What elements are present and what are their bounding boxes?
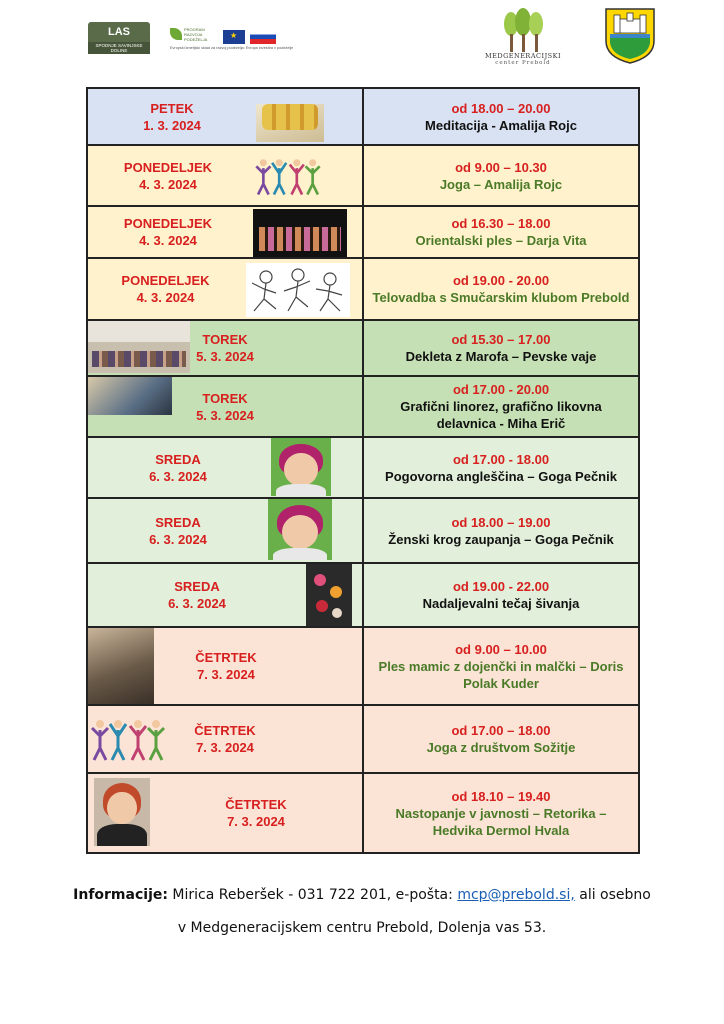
las-logo-title: LAS xyxy=(108,26,130,38)
footer-line-1 xyxy=(0,887,724,903)
event-time: od 16.30 – 18.00 xyxy=(451,216,551,231)
day-name: SREDA xyxy=(155,514,201,530)
mcp-logo xyxy=(484,8,562,70)
email-link[interactable]: mcp@prebold.si, xyxy=(457,887,575,903)
event-photo xyxy=(253,209,347,257)
footer-text-2: ali osebno xyxy=(574,887,651,903)
event-photo xyxy=(88,321,190,373)
day-date: 6. 3. 2024 xyxy=(149,531,207,547)
event-cell xyxy=(363,145,639,206)
program-text: PROGRAM RAZVOJA PODEŽELJA xyxy=(184,27,208,42)
event-time: od 18.00 – 19.00 xyxy=(451,514,551,530)
day-date: 6. 3. 2024 xyxy=(168,596,226,611)
event-photo xyxy=(246,263,350,317)
day-label xyxy=(150,796,362,830)
table-row xyxy=(87,145,639,206)
program-caption: Evropski kmetijski sklad za razvoj podeželja: Evropa investira v podeželje xyxy=(170,46,294,50)
day-cell xyxy=(87,258,363,320)
day-date: 4. 3. 2024 xyxy=(139,233,197,248)
event-cell xyxy=(363,498,639,563)
day-name: PONEDELJEK xyxy=(123,216,213,231)
table-row xyxy=(87,627,639,705)
event-cell xyxy=(363,705,639,773)
day-cell xyxy=(87,376,363,437)
event-photo xyxy=(268,499,332,560)
program-logos xyxy=(168,26,294,54)
day-name: TOREK xyxy=(202,332,248,347)
table-row xyxy=(87,206,639,258)
day-label xyxy=(88,215,248,249)
event-description: Nadaljevalni tečaj šivanja xyxy=(422,596,580,611)
event-description: Telovadba s Smučarskim klubom Prebold xyxy=(372,290,630,305)
event-time: od 17.00 – 18.00 xyxy=(451,723,551,738)
table-row xyxy=(87,258,639,320)
event-time: od 9.00 – 10.30 xyxy=(455,159,547,175)
event-description: Ples mamic z dojenčki in malčki – Doris Polak Kuder xyxy=(378,658,624,691)
day-cell xyxy=(87,773,363,853)
event-description: Orientalski ples – Darja Vita xyxy=(415,233,587,248)
table-row xyxy=(87,705,639,773)
day-cell xyxy=(87,88,363,145)
day-name: PONEDELJEK xyxy=(123,159,213,175)
day-label xyxy=(154,649,298,683)
day-date: 4. 3. 2024 xyxy=(136,290,195,305)
slovenia-flag-icon xyxy=(250,30,276,44)
event-cell xyxy=(363,773,639,853)
event-cell xyxy=(363,627,639,705)
event-description: Joga – Amalija Rojc xyxy=(439,176,563,192)
event-time: od 19.00 - 22.00 xyxy=(452,579,550,594)
footer-text-1: Mirica Reberšek - 031 722 201, e-pošta: xyxy=(167,887,458,903)
las-logo xyxy=(88,22,150,52)
event-description: Pogovorna angleščina – Goga Pečnik xyxy=(385,468,617,484)
event-cell xyxy=(363,563,639,627)
day-name: ČETRTEK xyxy=(194,723,256,738)
table-row xyxy=(87,563,639,627)
event-description: Meditacija - Amalija Rojc xyxy=(425,117,577,133)
event-description: Ženski krog zaupanja – Goga Pečnik xyxy=(388,531,614,547)
table-row xyxy=(87,320,639,376)
day-cell xyxy=(87,627,363,705)
event-description: Dekleta z Marofa – Pevske vaje xyxy=(405,349,597,364)
event-time: od 15.30 – 17.00 xyxy=(451,332,551,347)
day-date: 5. 3. 2024 xyxy=(196,349,254,364)
day-date: 7. 3. 2024 xyxy=(197,667,255,682)
day-name: SREDA xyxy=(174,579,220,594)
mcp-name: MEDGENERACIJSKI xyxy=(484,52,562,60)
schedule-table xyxy=(86,87,640,854)
event-time: od 19.00 - 20.00 xyxy=(452,273,550,288)
day-cell xyxy=(87,206,363,258)
day-name: ČETRTEK xyxy=(225,797,287,812)
day-label xyxy=(88,272,243,306)
event-cell xyxy=(363,320,639,376)
day-label xyxy=(88,451,268,485)
day-label xyxy=(190,331,260,365)
table-row xyxy=(87,376,639,437)
prebold-crest-icon xyxy=(604,7,656,65)
leaf-icon xyxy=(170,28,182,40)
day-label xyxy=(168,722,282,756)
day-name: PETEK xyxy=(150,100,194,116)
event-time: od 17.00 - 18.00 xyxy=(452,451,550,467)
day-cell xyxy=(87,563,363,627)
footer-line-2: v Medgeneracijskem centru Prebold, Dolenja vas 53. xyxy=(177,920,547,936)
event-photo xyxy=(248,154,328,198)
event-photo xyxy=(88,628,154,704)
day-date: 7. 3. 2024 xyxy=(196,740,254,755)
day-name: SREDA xyxy=(155,451,201,467)
event-time: od 17.00 - 20.00 xyxy=(452,382,550,397)
las-logo-subtitle: SPODNJE SAVINJSKE DOLINE xyxy=(88,42,150,54)
event-description: Joga z društvom Sožitje xyxy=(426,740,576,755)
event-photo xyxy=(94,778,150,846)
day-date: 7. 3. 2024 xyxy=(227,814,285,829)
event-cell xyxy=(363,376,639,437)
day-label xyxy=(88,100,256,134)
day-name: PONEDELJEK xyxy=(121,273,210,288)
event-time: od 18.10 – 19.40 xyxy=(451,788,551,804)
trees-icon xyxy=(484,8,562,52)
day-cell xyxy=(87,145,363,206)
day-label xyxy=(88,514,268,548)
day-cell xyxy=(87,320,363,376)
event-time: od 9.00 – 10.00 xyxy=(455,641,547,657)
day-date: 1. 3. 2024 xyxy=(143,117,201,133)
event-photo xyxy=(306,564,352,626)
event-photo xyxy=(256,94,324,142)
event-photo xyxy=(271,438,331,496)
day-date: 6. 3. 2024 xyxy=(149,468,207,484)
eu-flag-icon xyxy=(223,30,245,44)
footer-label: Informacije: xyxy=(73,887,168,903)
event-photo xyxy=(88,377,172,415)
day-date: 5. 3. 2024 xyxy=(196,407,254,423)
event-time: od 18.00 – 20.00 xyxy=(451,100,551,116)
day-label xyxy=(88,159,248,193)
table-row xyxy=(87,437,639,498)
day-cell xyxy=(87,437,363,498)
event-photo xyxy=(88,710,168,768)
day-cell xyxy=(87,498,363,563)
table-row xyxy=(87,88,639,145)
day-label xyxy=(172,390,278,424)
day-name: ČETRTEK xyxy=(195,650,257,665)
day-date: 4. 3. 2024 xyxy=(139,176,197,192)
day-cell xyxy=(87,705,363,773)
event-cell xyxy=(363,88,639,145)
table-row xyxy=(87,498,639,563)
event-cell xyxy=(363,258,639,320)
table-row xyxy=(87,773,639,853)
day-label xyxy=(88,578,306,612)
event-description: Nastopanje v javnosti – Retorika – Hedvika Dermol Hvala xyxy=(395,805,607,838)
event-cell xyxy=(363,206,639,258)
day-name: TOREK xyxy=(202,390,248,406)
mcp-sub: center Prebold xyxy=(495,60,551,66)
event-cell xyxy=(363,437,639,498)
event-description: Grafični linorez, grafično likovna delavnica - Miha Erič xyxy=(400,399,602,431)
